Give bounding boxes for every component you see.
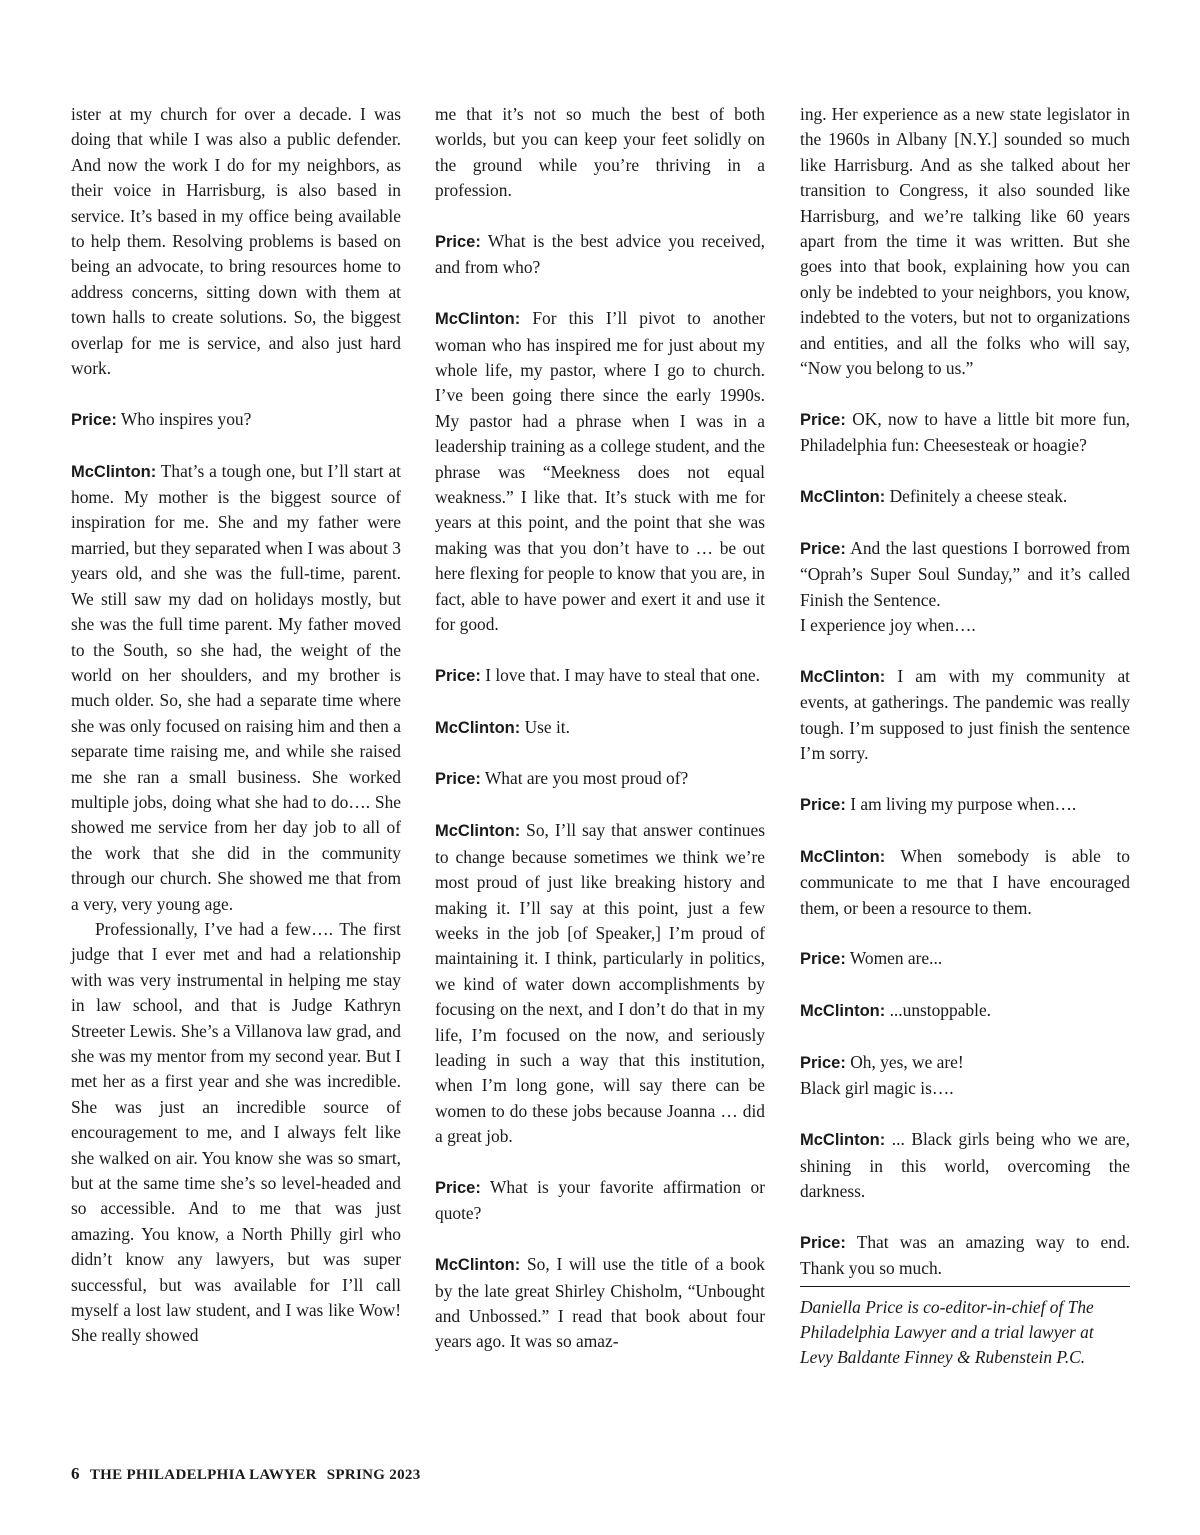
speaker-label: Price:: [800, 410, 846, 429]
question-text: I am living my purpose when….: [845, 793, 1077, 814]
paragraph: [71, 102, 401, 381]
question: [435, 1175, 765, 1227]
speaker-label: McClinton:: [800, 847, 886, 866]
answer: [435, 715, 765, 741]
question-text: And the last questions I borrowed from “Oprah’s Super Soul Sunday,” and it’s called Finish the Sentence.: [800, 537, 1130, 610]
speaker-label: McClinton:: [435, 310, 521, 329]
question-text: Who inspires you?: [116, 408, 252, 429]
speaker-label: McClinton:: [71, 462, 157, 481]
speaker-label: McClinton:: [435, 1256, 521, 1275]
question: [435, 766, 765, 792]
question: [800, 946, 1130, 972]
question: [800, 407, 1130, 459]
answer-text: So, I’ll say that answer continues to change because sometimes we think we’re most proud of just like breaking history and making it. I’ll say at this point, just a few weeks in the job [of Speaker,] I’m proud of maintaining it. I think, particularly in politics, we kind of water down accomplishments by focusing on the next, and I don’t do that in my life, I’m focused on the now, and seriously leading in such a way that this institution, when I’m long gone, will say there can be women to do these jobs because Joanna … did a great job.: [435, 820, 765, 1147]
question: [800, 1230, 1130, 1282]
answer-text: For this I’ll pivot to another woman who has inspired me for just about my whole life, my pastor, where I go to church. I’ve been going there since the early 1990s. My pastor had a phrase when I was in a leadership training as a college student, and the phrase was “Meekness does not equal weakness.” I like that. It’s stuck with me for years at this point, and the point that she was making was that you don’t have to … be out here flexing for people to know that you are, in fact, able to have power and exert it and use it for good.: [435, 308, 765, 635]
answer-text: Use it.: [520, 716, 570, 737]
question-text: OK, now to have a little bit more fun, Philadelphia fun: Cheesesteak or hoagie?: [800, 408, 1130, 456]
paragraph-text: ing. Her experience as a new state legislator in the 1960s in Albany [N.Y.] sounded so much like Harrisburg. And as she talked about her transition to Congress, it also sounded like Harrisburg, and we’re talking like 60 years apart from the time it was written. But she goes into that book, explaining how you can only be indebted to your neighbors, you know, indebted to the voters, but not to organizations and entities, and all the folks who will say, “Now you belong to us.”: [800, 104, 1130, 379]
paragraph-text: me that it’s not so much the best of both worlds, but you can keep your feet solidly on the ground while you’re thriving in a profession.: [435, 104, 765, 201]
question-text-line2: Black girl magic is….: [800, 1078, 954, 1099]
speaker-label: Price:: [800, 950, 846, 969]
speaker-label: McClinton:: [800, 1131, 886, 1150]
paragraph: [435, 102, 765, 204]
speaker-label: Price:: [800, 1053, 846, 1072]
paragraph-text: Professionally, I’ve had a few…. The first judge that I ever met and had a relationship with was very instrumental in helping me stay in law school, and that is Judge Kathryn Streeter Lewis. She’s a Villanova law grad, and she was my mentor from my second year. But I met her as a first year and she was incredible. She was just an incredible source of encouragement to me, and I always felt like she walked on air. You know she was so smart, but at the same time she’s so level-headed and so accessible. And to me that was just amazing. You know, a North Philly girl who didn’t know any lawyers, but was super successful, but was available for I’ll call myself a lost law student, and I was like Wow! She really showed: [71, 918, 401, 1346]
speaker-label: Price:: [71, 410, 117, 429]
paragraph-text: ister at my church for over a decade. I was doing that while I was also a public defender. And now the work I do for my neighbors, as their voice in Harrisburg, is also based in service. It’s based in my office being available to help them. Resolving problems is based on being an advocate, to bring resources home to address concerns, sitting down with them at town halls to create solutions. So, the biggest overlap for me is service, and also just hard work.: [71, 104, 401, 379]
answer: [800, 484, 1130, 510]
paragraph: [800, 102, 1130, 381]
question: [800, 792, 1130, 818]
answer: [435, 818, 765, 1149]
speaker-label: McClinton:: [435, 822, 521, 841]
question: [800, 536, 1130, 639]
answer: [800, 664, 1130, 767]
question-text: I love that. I may have to steal that one.: [480, 664, 760, 685]
answer-text: ... Black girls being who we are, shining in this world, overcoming the darkness.: [800, 1129, 1130, 1201]
page-number: 6: [71, 1464, 80, 1483]
answer-text: When somebody is able to communicate to me that I have encouraged them, or been a resource to them.: [800, 845, 1130, 918]
answer-text: Definitely a cheese steak.: [885, 486, 1068, 507]
question-text: Oh, yes, we are!: [845, 1051, 964, 1072]
speaker-label: Price:: [435, 233, 481, 252]
answer: [71, 459, 401, 917]
article-column-3: [800, 102, 1130, 1371]
article-column-1: [71, 102, 401, 1349]
speaker-label: Price:: [435, 1178, 481, 1197]
speaker-label: Price:: [800, 1233, 846, 1252]
speaker-label: Price:: [435, 770, 481, 789]
author-divider: [800, 1286, 1130, 1287]
issue-label: SPRING 2023: [326, 1467, 421, 1483]
speaker-label: McClinton:: [800, 488, 886, 507]
answer: [800, 1127, 1130, 1204]
speaker-label: Price:: [800, 539, 846, 558]
answer: [435, 1252, 765, 1355]
question-text: What is the best advice you received, and from who?: [435, 231, 765, 278]
answer: [435, 306, 765, 637]
answer-text: That’s a tough one, but I’ll start at home. My mother is the biggest source of inspiration for me. She and my father were married, but they separated when I was about 3 years old, and she was the full-time, parent. We still saw my dad on holidays mostly, but she was the full time parent. My father moved to the South, so she had, the weight of the world on her shoulders, and my brother is much older. So, she had a separate time where she was only focused on raising him and then a separate time raising me, and while she raised me she ran a small business. She worked multiple jobs, doing what she had to do…. She showed me service from her day job to all of the work that she did in the community through our church. She showed me that from a very, very young age.: [71, 460, 401, 914]
paragraph: [71, 917, 401, 1349]
question-text: That was an amazing way to end. Thank you so much.: [800, 1231, 1130, 1279]
question-text: What are you most proud of?: [480, 768, 689, 789]
publication-name: THE PHILADELPHIA LAWYER: [89, 1467, 317, 1483]
speaker-label: McClinton:: [435, 718, 521, 737]
page-footer: [71, 1464, 421, 1484]
article-column-2: [435, 102, 765, 1355]
speaker-label: Price:: [435, 666, 481, 685]
question: [800, 1050, 1130, 1102]
speaker-label: McClinton:: [800, 667, 886, 686]
question-text-line2: I experience joy when….: [800, 615, 976, 636]
speaker-label: Price:: [800, 795, 846, 814]
question: [435, 229, 765, 281]
answer: [800, 998, 1130, 1024]
answer: [800, 844, 1130, 921]
speaker-label: McClinton:: [800, 1002, 886, 1021]
question: [71, 407, 401, 433]
question-text: Women are...: [845, 948, 943, 969]
answer-text: I am with my community at events, at gatherings. The pandemic was really tough. I’m supposed to just finish the sentence I’m sorry.: [800, 665, 1130, 764]
question: [435, 663, 765, 689]
question-text: What is your favorite affirmation or quote?: [435, 1176, 765, 1224]
author-bio: Daniella Price is co-editor-in-chief of The Philadelphia Lawyer and a trial lawyer at Levy Baldante Finney & Rubenstein P.C.: [800, 1296, 1094, 1368]
answer-text: ...unstoppable.: [885, 1000, 992, 1021]
answer-text: So, I will use the title of a book by the late great Shirley Chisholm, “Unbought and Unbossed.” I read that book about four years ago. It was so amaz-: [435, 1254, 765, 1352]
